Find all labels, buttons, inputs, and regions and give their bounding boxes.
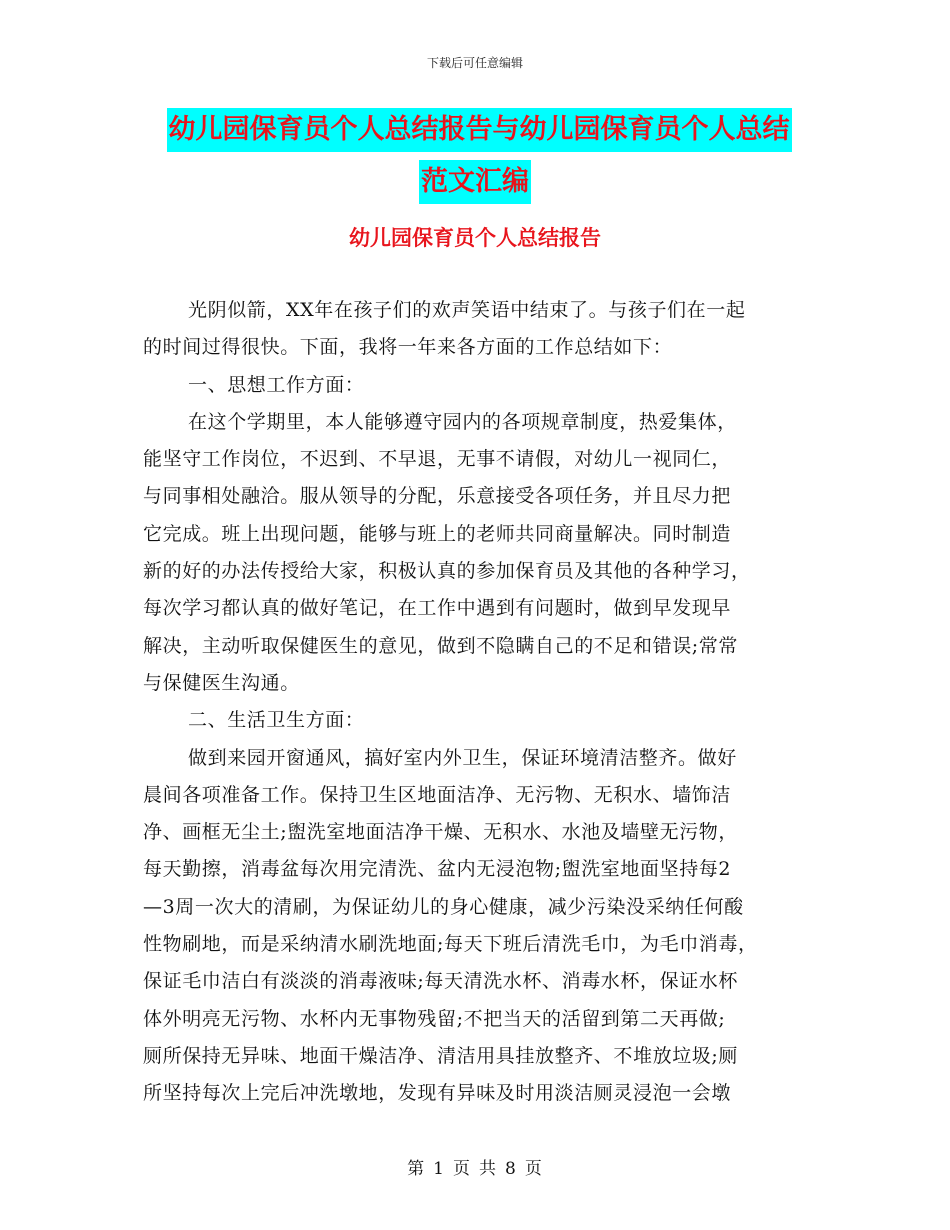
title-line-1: 幼儿园保育员个人总结报告与幼儿园保育员个人总结 <box>167 108 792 152</box>
body-line: 的时间过得很快。下面，我将一年来各方面的工作总结如下： <box>143 336 673 359</box>
body-line: 解决，主动听取保健医生的意见，做到不隐瞒自己的不足和错误;常常 <box>143 634 739 657</box>
header-note: 下载后可任意编辑 <box>426 56 523 70</box>
body-line: 晨间各项准备工作。保持卫生区地面洁净、无污物、无积水、墙饰洁 <box>143 783 732 806</box>
footer-label-total: 共 <box>479 1159 497 1179</box>
body-line: 新的好的办法传授给大家，积极认真的参加保育员及其他的各种学习， <box>143 560 751 583</box>
footer-label-unit-2: 页 <box>524 1159 543 1179</box>
section-heading-hygiene: 二、生活卫生方面： <box>188 709 365 732</box>
body-line: 与同事相处融洽。服从领导的分配，乐意接受各项任务，并且尽力把 <box>143 485 732 508</box>
page-footer <box>0 1154 950 1179</box>
body-line: 性物刷地，而是采纳清水刷洗地面;每天下班后清洗毛巾，为毛巾消毒， <box>143 933 758 956</box>
section-heading: 幼儿园保育员个人总结报告 <box>349 226 601 250</box>
body-line: 与保健医生沟通。 <box>143 671 300 694</box>
body-line: 能坚守工作岗位，不迟到、不早退，无事不请假，对幼儿一视同仁， <box>143 448 732 471</box>
body-line: 它完成。班上出现问题，能够与班上的老师共同商量解决。同时制造 <box>143 522 732 545</box>
body-line: 厕所保持无异味、地面干燥洁净、清洁用具挂放整齐、不堆放垃圾;厕 <box>143 1044 739 1067</box>
body-line: 体外明亮无污物、水杯内无事物残留;不把当天的活留到第二天再做; <box>143 1007 726 1030</box>
document-title <box>0 108 950 212</box>
current-page-number: 1 <box>433 1159 445 1179</box>
body-line: 每次学习都认真的做好笔记，在工作中遇到有问题时，做到早发现早 <box>143 597 732 620</box>
body-line: 光阴似箭，XX年在孩子们的欢声笑语中结束了。与孩子们在一起 <box>188 299 746 321</box>
body-line: 所坚持每次上完后冲洗墩地，发现有异味及时用淡洁厕灵浸泡一会墩 <box>143 1082 732 1105</box>
body-text <box>143 292 813 1113</box>
body-line: 在这个学期里，本人能够遵守园内的各项规章制度，热爱集体， <box>188 410 737 433</box>
section-heading-thought: 一、思想工作方面： <box>188 373 365 396</box>
footer-label-unit: 页 <box>453 1159 471 1179</box>
body-line: —3周一次大的清刷，为保证幼儿的身心健康，减少污染没采纳任何酸 <box>143 895 744 918</box>
title-line-2: 范文汇编 <box>419 160 531 204</box>
footer-label-page: 第 <box>407 1159 426 1179</box>
body-line: 保证毛巾洁白有淡淡的消毒液味;每天清洗水杯、消毒水杯，保证水杯 <box>143 970 739 993</box>
body-line: 每天勤擦，消毒盆每次用完清洗、盆内无浸泡物;盥洗室地面坚持每2 <box>143 858 732 881</box>
body-line: 做到来园开窗通风，搞好室内外卫生，保证环境清洁整齐。做好 <box>188 746 737 769</box>
body-line: 净、画框无尘土;盥洗室地面洁净干燥、无积水、水池及墙壁无污物， <box>143 821 739 844</box>
total-pages-number: 8 <box>505 1159 517 1179</box>
